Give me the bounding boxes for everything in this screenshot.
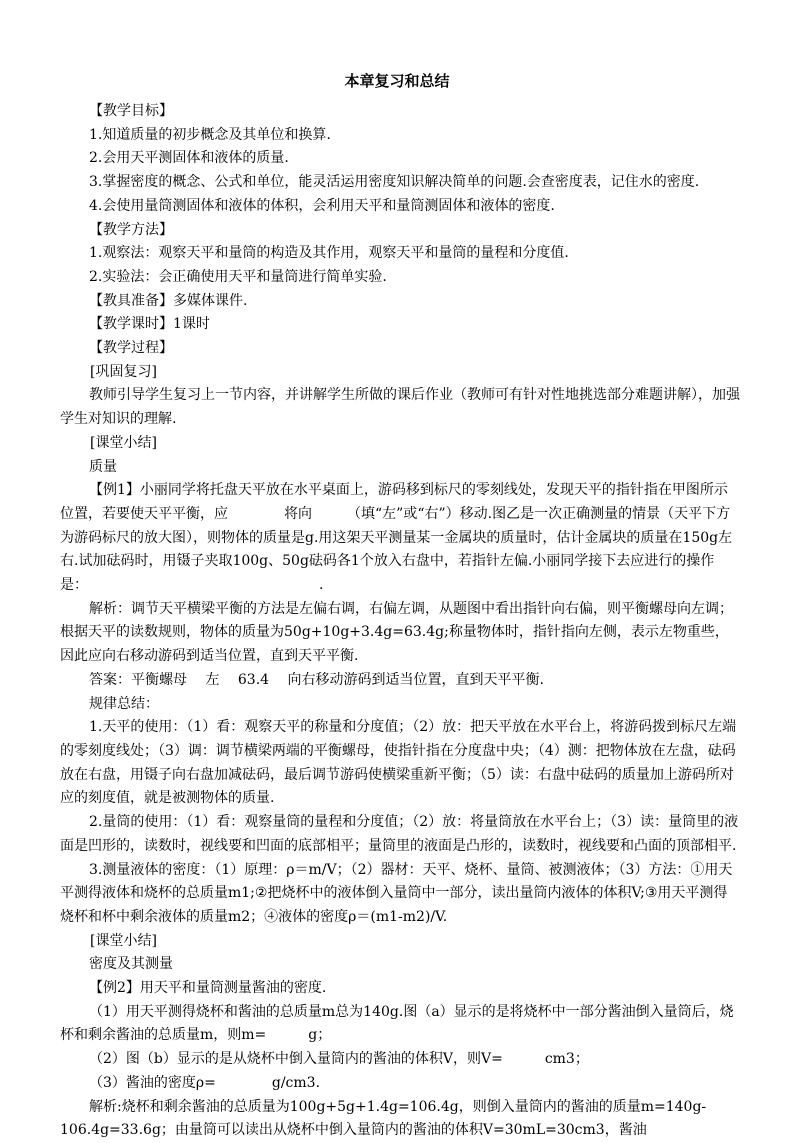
- rule-cylinder-use: 2.量筒的使用：（1）看：观察量筒的量程和分度值；（2）放：将量筒放在水平台上；（3）读：量筒里的液面是凹形的，读数时，视线要和凹面的底部相平；量筒里的液面是凸形的，读数时，视线要和凸面的顶部相平.: [60, 814, 739, 854]
- teaching-aids: 【教具准备】多媒体课件.: [89, 292, 248, 309]
- example-1-analysis: 解析：调节天平横梁平衡的方法是左偏右调，右偏左调，从题图中看出指针向右偏，则平衡螺母向左调；根据天平的读数规则，物体的质量为50g+10g+3.4g=63.4g;称量物体时，指针指向左侧，表示左物重些，因此应向右移动游码到适当位置，直到天平平衡.: [60, 600, 733, 665]
- example-2-analysis: 解析:烧杯和剩余酱油的总质量为100g+5g+1.4g=106.4g，则倒入量筒内的酱油的质量m=140g-106.4g=33.6g；由量筒可以读出从烧杯中倒入量筒内的酱油的体积V=30mL=30cm3，酱油: [60, 1098, 707, 1139]
- subheading-review: [巩固复习]: [90, 363, 157, 380]
- method-2: 2.实验法：会正确使用天平和量筒进行简单实验.: [89, 268, 387, 285]
- page-title: 本章复习和总结: [344, 72, 450, 90]
- example-2-question: 【例2】用天平和量筒测量酱油的密度.: [89, 980, 327, 997]
- topic-mass: 质量: [89, 458, 117, 475]
- section-heading-process: 【教学过程】: [89, 340, 173, 357]
- objective-1: 1.知道质量的初步概念及其单位和换算.: [89, 126, 331, 143]
- topic-density: 密度及其测量: [89, 956, 173, 973]
- objective-3: 3.掌握密度的概念、公式和单位，能灵活运用密度知识解决简单的问题.会查密度表，记住水的密度.: [89, 174, 700, 191]
- rule-summary-heading: 规律总结：: [89, 695, 159, 712]
- example-2-part-3: （3）酱油的密度ρ= g/cm3.: [89, 1074, 321, 1091]
- subheading-summary-2: [课堂小结]: [90, 932, 157, 949]
- subheading-summary-1: [课堂小结]: [90, 434, 157, 451]
- section-heading-methods: 【教学方法】: [89, 221, 173, 238]
- class-hours: 【教学课时】1课时: [89, 316, 210, 333]
- review-text: 教师引导学生复习上一节内容，并讲解学生所做的课后作业（教师可有针对性地挑选部分难题讲解），加强学生对知识的理解.: [60, 387, 740, 428]
- objective-2: 2.会用天平测固体和液体的质量.: [89, 150, 289, 167]
- rule-liquid-density: 3.测量液体的密度：（1）原理：ρ＝m/V；（2）器材：天平、烧杯、量筒、被测液体；（3）方法：①用天平测得液体和烧杯的总质量m1;②把烧杯中的液体倒入量筒中一部分，读出量筒内液体的体积V;③用天平测得烧杯和杯中剩余液体的质量m2；④液体的密度ρ＝(m1-m2)/V.: [60, 861, 733, 925]
- example-1-answer: 答案：平衡螺母 左 63.4 向右移动游码到适当位置，直到天平平衡.: [89, 671, 544, 688]
- document-body: [60, 100, 740, 1143]
- example-2-part-1: （1）用天平测得烧杯和酱油的总质量m总为140g.图（a）显示的是将烧杯中一部分酱油倒入量筒后，烧杯和剩余酱油的总质量m，则m= g；: [60, 1003, 734, 1044]
- objective-4: 4.会使用量筒测固体和液体的体积，会利用天平和量筒测固体和液体的密度.: [89, 197, 555, 214]
- section-heading-objectives: 【教学目标】: [89, 103, 173, 119]
- example-2-part-2: （2）图（b）显示的是从烧杯中倒入量筒内的酱油的体积V，则V= cm3；: [89, 1051, 589, 1068]
- method-1: 1.观察法：观察天平和量筒的构造及其作用，观察天平和量筒的量程和分度值.: [89, 245, 569, 262]
- rule-balance-use: 1.天平的使用：（1）看：观察天平的称量和分度值；（2）放：把天平放在水平台上，将游码拨到标尺左端的零刻度线处；（3）调：调节横梁两端的平衡螺母，使指针指在分度盘中央；（4）测：把物体放在左盘，砝码放在右盘，用镊子向右盘加减砝码，最后调节游码使横梁重新平衡；（5）读：右盘中砝码的质量加上游码所对应的刻度值，就是被测物体的质量.: [60, 719, 737, 807]
- example-1-question: 【例1】小丽同学将托盘天平放在水平桌面上，游码移到标尺的零刻线处，发现天平的指针指在甲图所示位置，若要使天平平衡，应 将向 （填“左”或“右”）移动.图乙是一次正确测量的情景（天平下方为游码标尺的放大图），则物体的质量是g.用这架天平测量某一金属块的质量时，估计金属块的质量在150g左右.试加砝码时，用镊子夹取100g、50g砝码各1个放入右盘中，若指针左偏.小丽同学接下去应进行的操作是： .: [60, 482, 733, 594]
